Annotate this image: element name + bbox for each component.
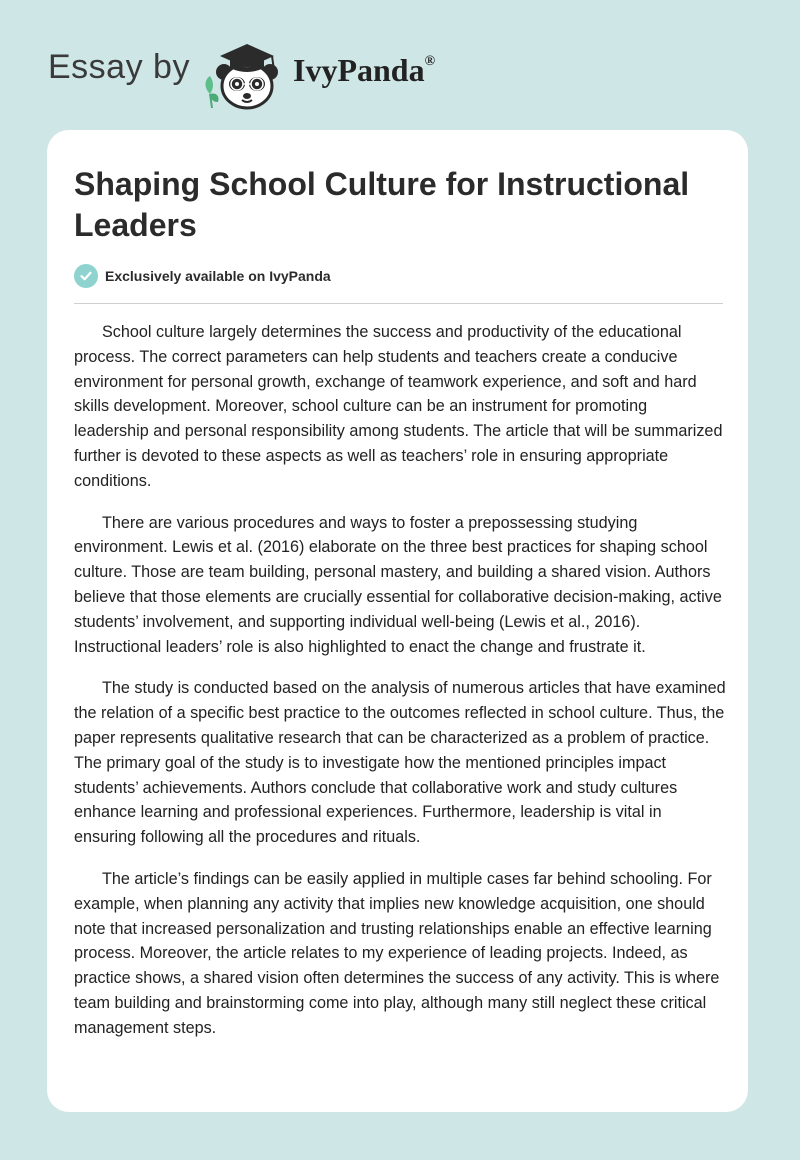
exclusive-label: Exclusively available on IvyPanda [105,268,331,284]
site-brand[interactable] [48,36,468,110]
paragraph: There are various procedures and ways to foster a prepossessing studying environment. Lewis et al. (2016) elaborate on the three best practices for shaping school culture. Those are team building, personal mastery, and building a shared vision. Authors believe that those elements are crucially essential for collaborative decision-making, active students’ involvement, and supporting individual well-being (Lewis et al., 2016). Instructional leaders’ role is also highlighted to enact the change and frustrate it. [74,513,722,656]
panda-logo-icon [198,36,294,110]
essay-body [74,320,726,1058]
paragraph: The article’s findings can be easily applied in multiple cases far behind schooling. For example, when planning any activity that implies new knowledge acquisition, one should note that increased personalization and trusting relationships enable an effective learning process. Moreover, the article relates to my experience of leading projects. Indeed, as practice shows, a shared vision often determines the success of any activity. This is where team building and brainstorming come into play, although many still neglect these critical management steps. [74,869,720,1037]
essay-card [47,130,748,1112]
exclusive-badge [74,264,331,288]
paragraph: The study is conducted based on the analysis of numerous articles that have examined the relation of a specific best practice to the outcomes reflected in school culture. Thus, the paper represents qualitative research that can be characterized as a problem of practice. The primary goal of the study is to investigate how the mentioned principles impact students’ achievements. Authors conclude that collaborative work and study cultures enhance learning and professional experiences. Furthermore, leadership is vital in ensuring following all the procedures and rituals. [74,679,726,847]
essay-title: Shaping School Culture for Instructional Leaders [74,166,690,243]
paragraph: School culture largely determines the success and productivity of the educational process. The correct parameters can help students and teachers create a conducive environment for personal growth, exchange of teamwork experience, and soft and hard skills development. Moreover, school culture can be an instrument for promoting leadership and personal responsibility among students. The article that will be summarized further is devoted to these aspects as well as teachers’ role in ensuring appropriate conditions. [74,323,723,490]
brand-prefix: Essay by [48,48,190,86]
check-circle-icon [74,264,98,288]
brand-name: IvyPanda® [293,52,436,88]
trademark-symbol: ® [424,54,436,69]
divider [74,303,723,304]
